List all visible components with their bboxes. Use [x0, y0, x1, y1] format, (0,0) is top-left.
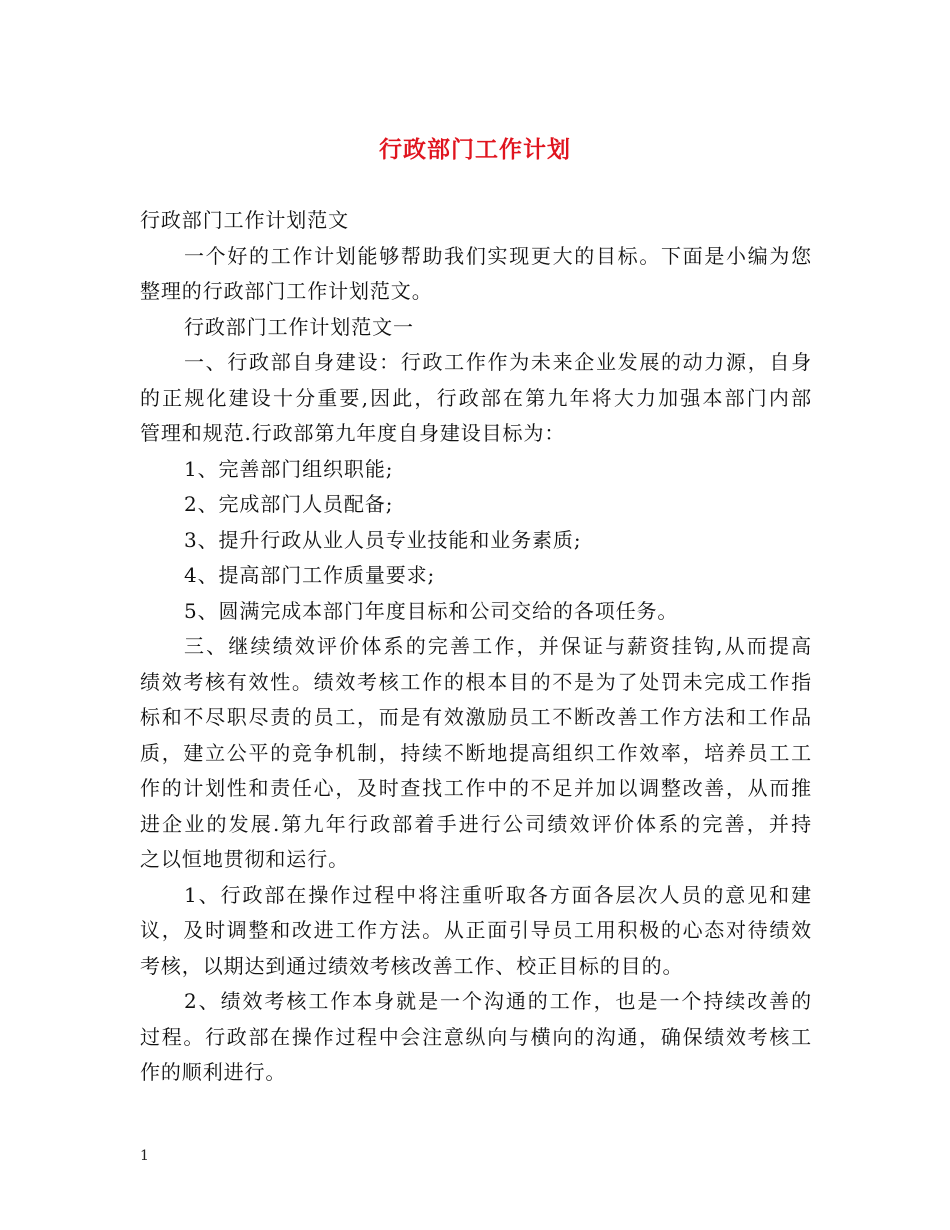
text-line: 2、完成部门人员配备;	[184, 492, 394, 516]
text-line: 质，建立公平的竞争机制，持续不断地提高组织工作效率，培养员工工	[140, 740, 812, 765]
text-line: 绩效考核有效性。绩效考核工作的根本目的不是为了处罚未完成工作指	[140, 669, 812, 694]
text-line: 过程。行政部在操作过程中会注意纵向与横向的沟通，确保绩效考核工	[140, 1024, 812, 1049]
text-line: 管理和规范.行政部第九年度自身建设目标为：	[140, 421, 566, 445]
text-line: 一个好的工作计划能够帮助我们实现更大的目标。下面是小编为您	[184, 243, 812, 268]
text-line: 1、完善部门组织职能;	[184, 456, 394, 481]
text-line: 一、行政部自身建设：行政工作作为未来企业发展的动力源，自身	[184, 350, 812, 374]
page-number: 1	[140, 1148, 149, 1164]
text-line: 整理的行政部门工作计划范文。	[140, 279, 433, 303]
text-line: 之以恒地贯彻和运行。	[140, 847, 349, 871]
document-body	[140, 203, 812, 1091]
text-line: 三、继续绩效评价体系的完善工作，并保证与薪资挂钩,从而提高	[184, 634, 812, 658]
text-line: 行政部门工作计划范文	[140, 208, 349, 232]
text-line: 作的计划性和责任心，及时查找工作中的不足并加以调整改善，从而推	[140, 776, 812, 800]
text-line: 作的顺利进行。	[140, 1060, 287, 1084]
text-line: 进企业的发展.第九年行政部着手进行公司绩效评价体系的完善，并持	[140, 811, 812, 836]
text-line: 4、提高部门工作质量要求;	[184, 563, 436, 587]
text-line: 1、行政部在操作过程中将注重听取各方面各层次人员的意见和建	[184, 882, 812, 907]
text-line: 的正规化建设十分重要,因此，行政部在第九年将大力加强本部门内部	[140, 385, 812, 410]
text-line: 2、绩效考核工作本身就是一个沟通的工作，也是一个持续改善的	[184, 989, 812, 1013]
text-line: 考核，以期达到通过绩效考核改善工作、校正目标的目的。	[140, 953, 684, 978]
text-line: 议，及时调整和改进工作方法。从正面引导员工用积极的心态对待绩效	[140, 918, 812, 942]
text-line: 标和不尽职尽责的员工，而是有效激励员工不断改善工作方法和工作品	[140, 705, 812, 729]
text-line: 行政部门工作计划范文一	[184, 314, 414, 339]
text-line: 5、圆满完成本部门年度目标和公司交给的各项任务。	[184, 598, 679, 623]
document-title: 行政部门工作计划	[379, 136, 571, 163]
text-line: 3、提升行政从业人员专业技能和业务素质;	[184, 527, 582, 552]
